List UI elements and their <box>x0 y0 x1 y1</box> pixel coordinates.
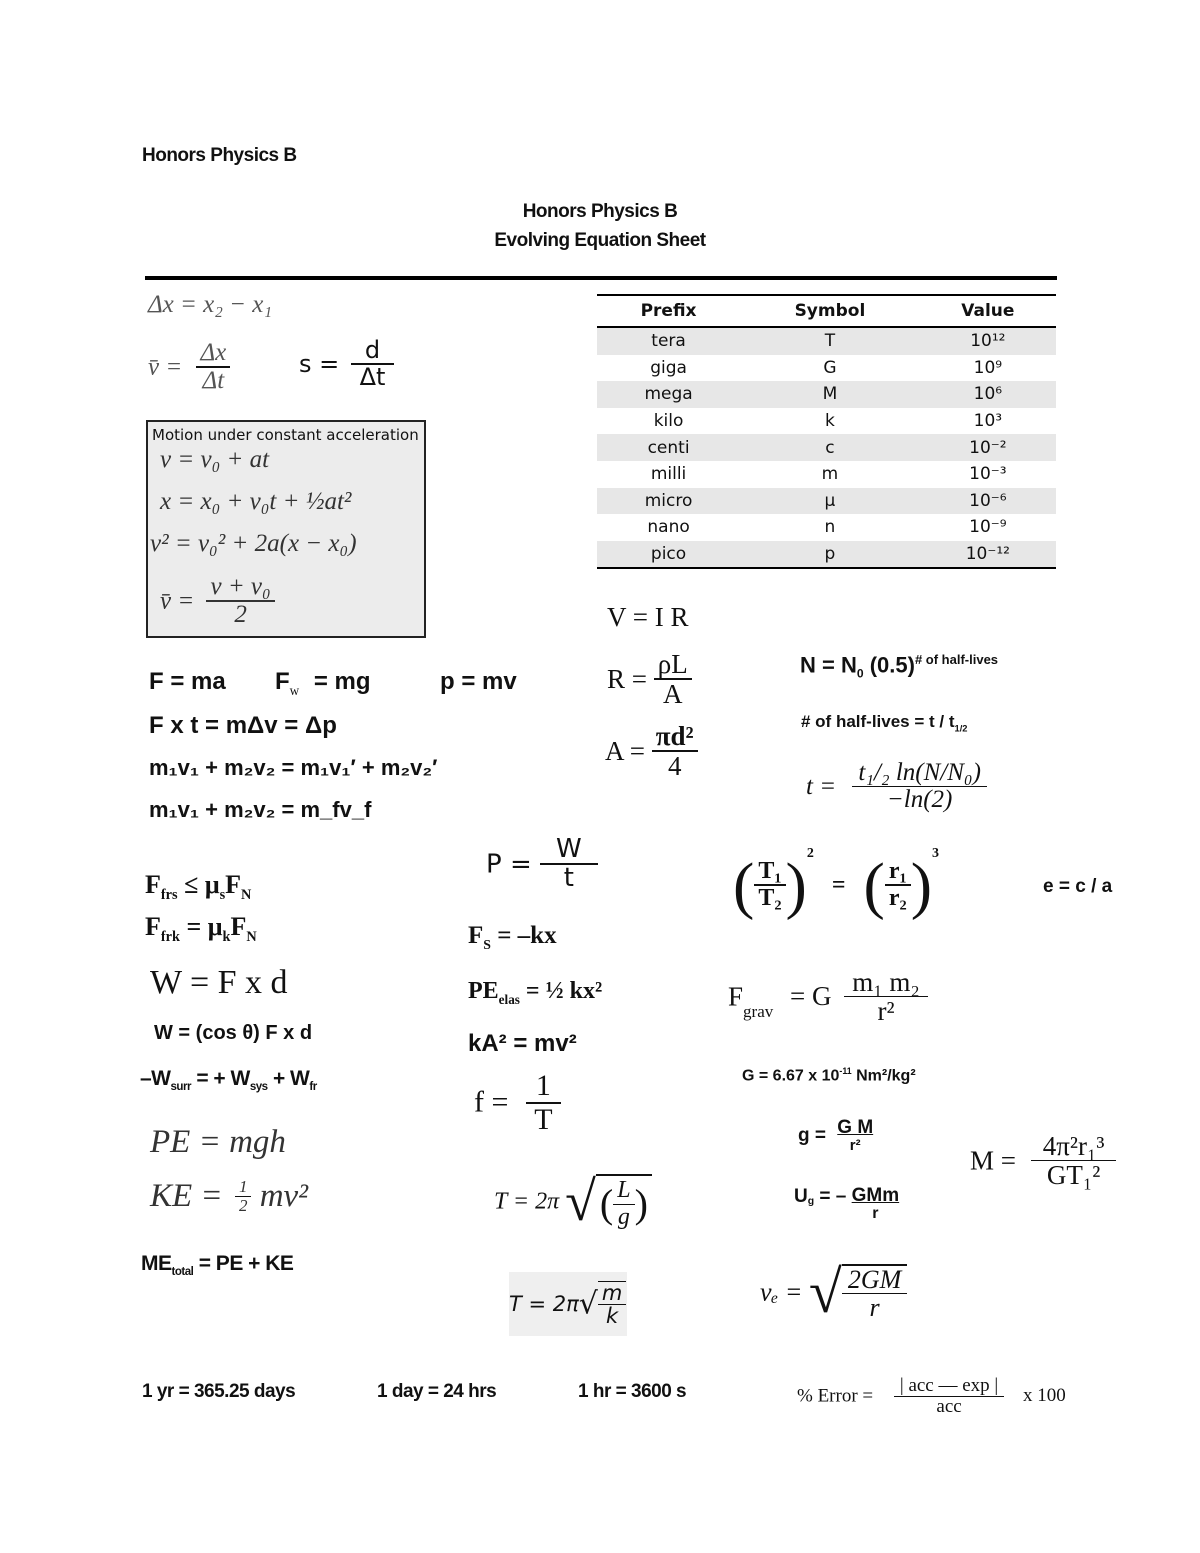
work-eq: W = F x d <box>150 964 288 1001</box>
course-label: Honors Physics B <box>142 145 297 166</box>
symbol-cell: M <box>740 381 920 408</box>
symbol-cell: c <box>740 434 920 461</box>
frequency-eq: f = $\frac{1}{T}$ <box>474 1070 561 1135</box>
kepler-third-law-eq: ( $\frac{\text{T₁}}{\text{T₂}}$ )$^2$ = ( $\frac{\text{r₁}}{\text{r₂}}$ )$^3$ <box>733 846 939 921</box>
escape-velocity-eq: vₑ = √ $\frac{2GM}{r}$ <box>760 1258 907 1327</box>
kinetic-friction-eq: $F_{frk} = \mu_kF_N$ <box>145 912 257 946</box>
potential-energy-eq: PE = mgh <box>150 1124 286 1160</box>
collision-elastic-eq: m₁v₁ + m₂v₂ = m₁v₁′ + m₂v₂′ <box>149 755 438 780</box>
ohm-law-eq: V = I R <box>607 602 689 632</box>
symbol-cell: G <box>823 357 837 378</box>
eccentricity-eq: e = c / a <box>1043 876 1113 897</box>
symbol-cell: p <box>740 541 920 569</box>
newton-second-law: F = ma <box>149 668 226 695</box>
surface-gravity-eq: g = $\frac{\text{G M}}{\text{r²}}$ <box>798 1117 874 1154</box>
prefix-table-header <box>597 295 1056 327</box>
prefix-cell: nano <box>647 517 690 538</box>
prefix-cell: tera <box>597 327 740 355</box>
value-cell: 10⁻² <box>920 434 1056 461</box>
symbol-cell: T <box>740 327 920 355</box>
work-cos-eq: W = (cos θ) F x d <box>154 1022 313 1044</box>
prefix-cell: kilo <box>653 411 684 432</box>
symbol-cell: m <box>821 464 839 485</box>
symbol-cell: k <box>824 411 835 432</box>
prefix-cell: micro <box>597 488 740 515</box>
value-cell: 10³ <box>973 411 1003 432</box>
prefix-cell: mega <box>597 381 740 408</box>
displacement-eq: Δx = x₂ − x₁ <box>148 291 273 318</box>
day-conversion: 1 day = 24 hrs <box>377 1381 497 1402</box>
value-cell: 10⁻¹² <box>920 541 1056 569</box>
prefix-cell: giga <box>650 357 687 378</box>
amplitude-energy-eq: kA² = mv² <box>468 1030 577 1057</box>
power-eq: P = $\frac{W}{t}$ <box>486 836 598 893</box>
percent-error-eq: % Error = $\frac{\text{| acc — exp |}}{\text{acc}}$ x 100 <box>797 1375 1066 1417</box>
avg-velocity-eq: v̄ = $\frac{\Delta x}{\Delta t}$ <box>148 340 230 395</box>
prefix-cell: pico <box>597 541 740 569</box>
value-cell: 10⁶ <box>920 381 1056 408</box>
area-eq: A = $\frac{\text{πd²}}{4}$ <box>605 722 698 781</box>
value-cell: 10¹² <box>920 327 1056 355</box>
prefix-header: Prefix <box>597 295 740 327</box>
table-row <box>597 408 1056 435</box>
table-row <box>597 461 1056 488</box>
pendulum-period-eq: T = 2π √ ( $\frac{L}{g}$ ) <box>494 1170 652 1234</box>
speed-eq: s = $\frac{d}{\Delta t}$ <box>299 338 394 390</box>
table-row <box>597 514 1056 541</box>
prefix-table <box>597 294 1056 569</box>
decay-time-eq: t = $\frac{\text{t₁/₂ ln(N/N₀)}}{-\ln(2)}$ <box>806 760 987 814</box>
value-cell: 10⁹ <box>973 357 1003 378</box>
spring-period-eq: T = 2π√ $\frac{m}{k}$ <box>509 1272 627 1336</box>
gravitational-constant: G = 6.67 x $10^{-11}$ Nm²/kg² <box>742 1066 916 1085</box>
value-cell: 10⁻⁶ <box>920 488 1056 515</box>
radioactive-decay-eq: $N = N_0$ $(0.5)^{\# of half-lives}$ <box>800 652 999 681</box>
value-cell: 10⁻⁹ <box>969 517 1007 538</box>
mechanical-energy-eq: $ME_{total}$ = PE + KE <box>141 1252 294 1279</box>
constant-acceleration-title: Motion under constant acceleration <box>152 426 419 444</box>
symbol-cell: µ <box>740 488 920 515</box>
position-time-eq: x = x₀ + v₀t + ½at² <box>160 488 352 515</box>
symbol-cell: n <box>824 517 836 538</box>
sheet-title-line2: Evolving Equation Sheet <box>494 230 706 251</box>
table-row <box>597 327 1056 355</box>
header-divider <box>145 276 1057 280</box>
average-velocity-eq: v̄ = $\frac{\text{v + v₀}}{2}$ <box>160 574 275 629</box>
velocity-time-eq: v = v₀ + at <box>160 446 270 473</box>
static-friction-eq: $F_{frs} \le \mu_sF_N$ <box>145 870 252 904</box>
gravity-force-eq: $F_{grav} = G$ $\frac{\text{m₁ m₂}}{\text{r²}}$ <box>728 968 928 1026</box>
velocity-position-eq: v² = v₀² + 2a(x − x₀) <box>150 530 357 557</box>
half-lives-eq: # of half-lives = t / $t_{1/2}$ <box>801 712 968 734</box>
kinetic-energy-eq: KE = $\frac{1}{2}$ mv² <box>150 1177 309 1215</box>
table-row <box>597 541 1056 569</box>
elastic-pe-eq: $PE_{elas}$ = ½ kx² <box>468 978 603 1007</box>
work-energy-conservation-eq: $-W_{surr}$ = + $W_{sys} + W_{fr}$ <box>140 1067 317 1094</box>
prefix-cell: centi <box>597 434 740 461</box>
resistivity-eq: R = $\frac{\rho L}{A}$ <box>607 650 692 709</box>
table-row <box>597 488 1056 515</box>
year-conversion: 1 yr = 365.25 days <box>142 1381 296 1402</box>
collision-inelastic-eq: m₁v₁ + m₂v₂ = m_fv_f <box>149 797 372 822</box>
hooke-law-eq: $F_S = -kx$ <box>468 922 557 952</box>
value-cell: 10⁻³ <box>969 464 1007 485</box>
table-row <box>597 355 1056 382</box>
momentum-eq: p = mv <box>440 668 517 695</box>
constant-acceleration-box <box>146 420 426 638</box>
table-row <box>597 381 1056 408</box>
value-header: Value <box>920 295 1056 327</box>
gravitational-pe-eq: $U_g$ = – $\frac{\text{GMm}}{r}$ <box>794 1185 900 1222</box>
sheet-title-line1: Honors Physics B <box>522 201 678 222</box>
hour-conversion: 1 hr = 3600 s <box>578 1381 687 1402</box>
planet-mass-eq: M = $\frac{\text{4π²r₁³}}{\text{GT₁²}}$ <box>970 1132 1116 1190</box>
weight-eq: $F_w$ = mg <box>275 668 371 698</box>
symbol-header: Symbol <box>740 295 920 327</box>
prefix-cell: milli <box>650 464 687 485</box>
impulse-eq: F x t = mΔv = Δp <box>149 712 337 739</box>
table-row <box>597 434 1056 461</box>
